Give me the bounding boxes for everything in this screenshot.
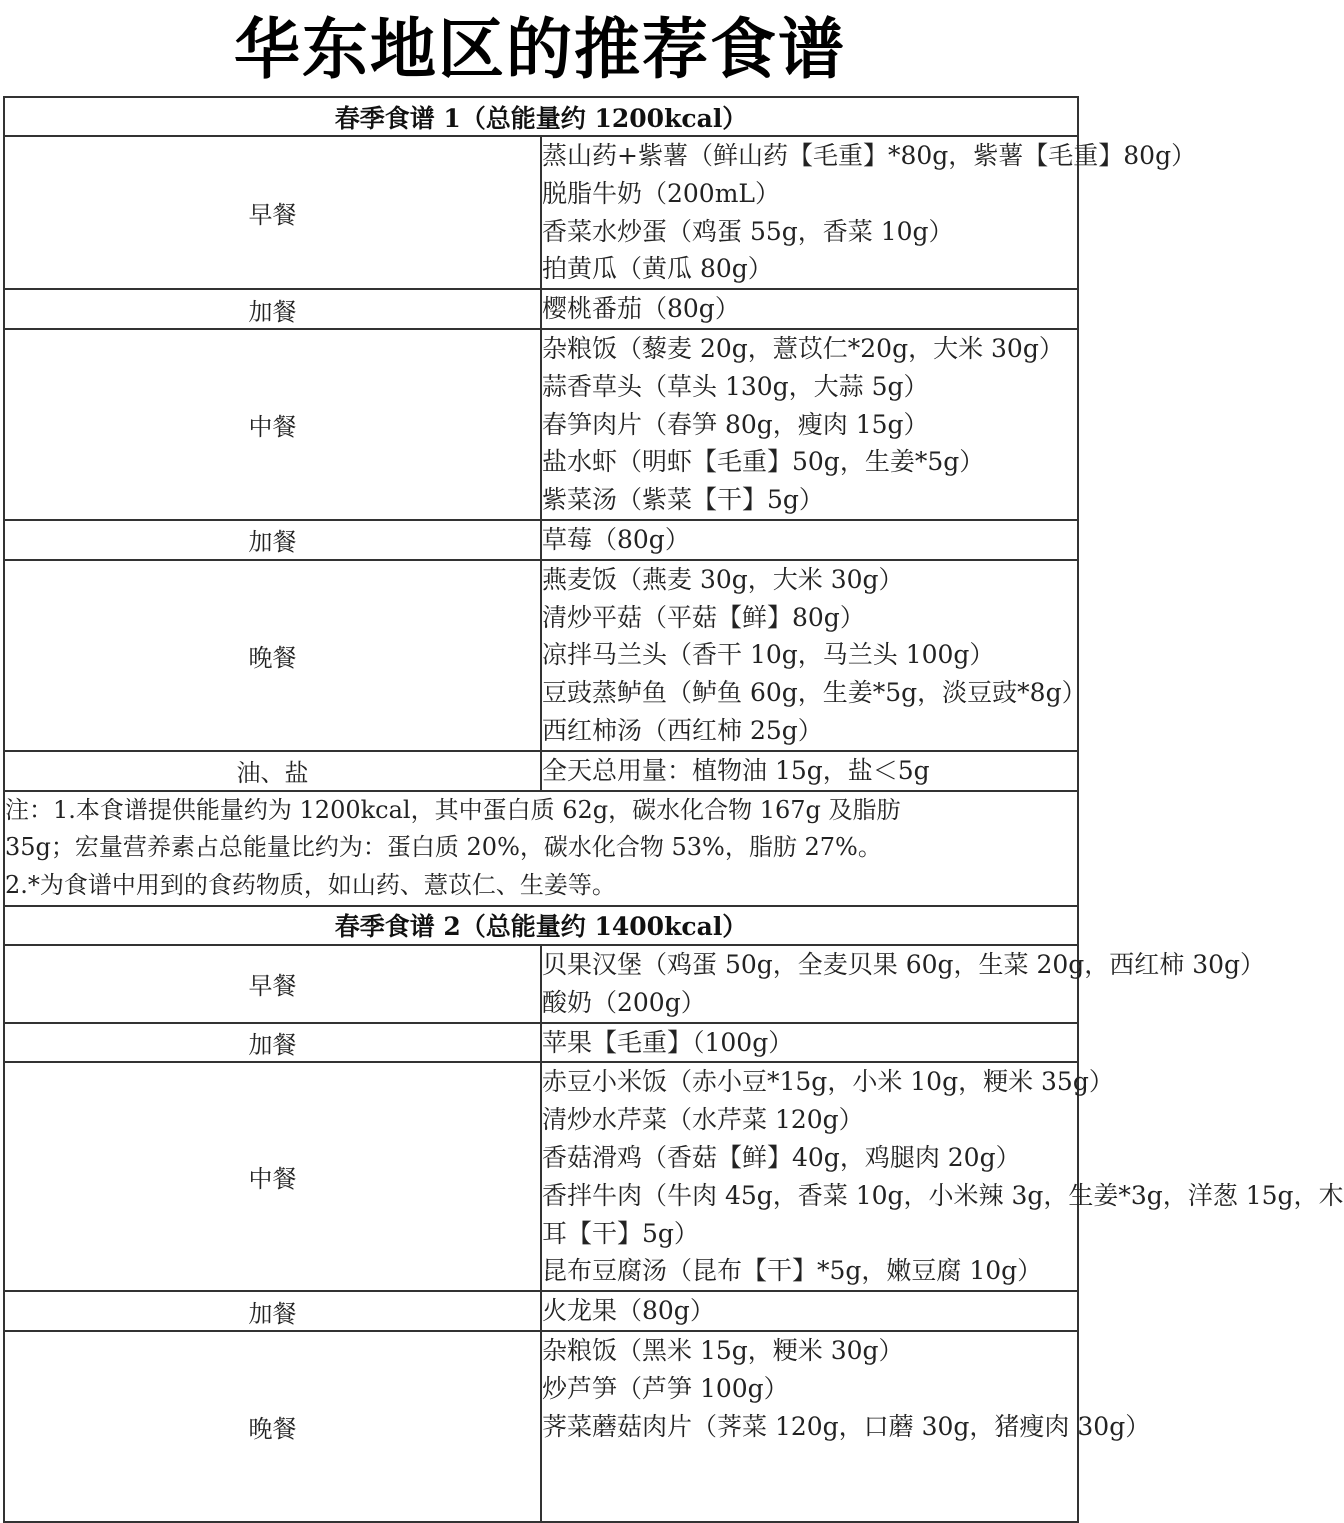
food-item: 清炒水芹菜（水芹菜 120g） [542,1105,864,1135]
meal-items [541,1062,1344,1291]
food-item: 蒜香草头（草头 130g，大蒜 5g） [542,371,929,401]
meal-items [541,560,1087,751]
notes-row [4,791,1078,906]
food-item: 赤豆小米饭（赤小豆*15g，小米 10g，粳米 35g） [542,1067,1114,1097]
note-line: 2.*为食谱中用到的食药物质，如山药、薏苡仁、生姜等。 [5,871,616,900]
food-item: 昆布豆腐汤（昆布【干】*5g，嫩豆腐 10g） [542,1256,1043,1286]
food-item: 西红柿汤（西红柿 25g） [542,715,823,745]
note-line: 注：1.本食谱提供能量约为 1200kcal，其中蛋白质 62g，碳水化合物 167g 及脂肪 [5,795,901,824]
food-item: 杂粮饭（黑米 15g，粳米 30g） [542,1335,904,1365]
meal-label: 中餐 [4,329,541,520]
meal-items [541,751,1078,791]
food-item: 春笋肉片（春笋 80g，瘦肉 15g） [542,409,929,439]
food-item: 火龙果（80g） [542,1296,715,1326]
meal-row [4,1291,1078,1331]
food-item: 清炒平菇（平菇【鲜】80g） [542,602,865,632]
food-item: 紫菜汤（紫菜【干】5g） [542,485,824,515]
food-item: 凉拌马兰头（香干 10g，马兰头 100g） [542,640,995,670]
menu-header-text: 春季食谱 1（总能量约 1200kcal） [4,97,1078,136]
meal-items [541,520,1078,560]
meal-row [4,1062,1078,1291]
food-item: 盐水虾（明虾【毛重】50g，生姜*5g） [542,447,985,477]
meal-label: 油、盐 [4,751,541,791]
meal-items [541,1023,1078,1063]
menu-header [4,906,1078,945]
menu-header [4,97,1078,136]
food-item: 全天总用量：植物油 15g，盐＜5g [542,755,930,785]
food-item: 拍黄瓜（黄瓜 80g） [542,254,773,284]
meal-row [4,1331,1078,1522]
food-item [542,1445,1077,1483]
meal-items [541,1331,1151,1522]
meal-row [4,751,1078,791]
notes [4,791,1078,906]
recipe-table [3,96,1344,1523]
food-item: 酸奶（200g） [542,987,706,1017]
page-title: 华东地区的推荐食谱 [234,11,846,88]
food-item: 草莓（80g） [542,524,690,554]
meal-row [4,560,1078,751]
meal-label: 加餐 [4,289,541,329]
meal-label: 加餐 [4,1291,541,1331]
food-item [542,1483,1077,1521]
note-line: 35g；宏量营养素占总能量比约为：蛋白质 20%，碳水化合物 53%，脂肪 27%。 [5,833,882,862]
food-item: 荠菜蘑菇肉片（荠菜 120g，口蘑 30g，猪瘦肉 30g） [542,1411,1151,1441]
meal-label: 加餐 [4,520,541,560]
meal-items [541,136,1197,289]
food-item: 耳【干】5g） [542,1218,699,1248]
meal-items [541,1291,1078,1331]
meal-label: 晚餐 [4,560,541,751]
food-item: 炒芦笋（芦笋 100g） [542,1373,789,1403]
food-item: 贝果汉堡（鸡蛋 50g，全麦贝果 60g，生菜 20g，西红柿 30g） [542,949,1266,979]
meal-row [4,329,1078,520]
menu-header-text: 春季食谱 2（总能量约 1400kcal） [4,906,1078,945]
meal-label: 中餐 [4,1062,541,1291]
food-item: 蒸山药+紫薯（鲜山药【毛重】*80g，紫薯【毛重】80g） [542,141,1197,170]
meal-items [541,945,1266,1023]
food-item: 香菇滑鸡（香菇【鲜】40g，鸡腿肉 20g） [542,1142,1021,1172]
meal-items [541,289,1078,329]
food-item: 香菜水炒蛋（鸡蛋 55g，香菜 10g） [542,216,954,246]
meal-label: 晚餐 [4,1331,541,1522]
food-item: 樱桃番茄（80g） [542,294,740,324]
meal-row [4,945,1078,1023]
food-item: 燕麦饭（燕麦 30g，大米 30g） [542,564,904,594]
food-item: 香拌牛肉（牛肉 45g，香菜 10g，小米辣 3g，生姜*3g，洋葱 15g，木 [542,1180,1344,1210]
meal-row [4,520,1078,560]
meal-label: 早餐 [4,945,541,1023]
meal-label: 加餐 [4,1023,541,1063]
meal-label: 早餐 [4,136,541,289]
meal-row [4,136,1078,289]
meal-items [541,329,1078,520]
food-item: 豆豉蒸鲈鱼（鲈鱼 60g，生姜*5g，淡豆豉*8g） [542,678,1087,708]
meal-row [4,1023,1078,1063]
meal-row [4,289,1078,329]
food-item: 脱脂牛奶（200mL） [542,178,781,208]
food-item: 杂粮饭（藜麦 20g，薏苡仁*20g，大米 30g） [542,333,1064,363]
food-item: 苹果【毛重】（100g） [542,1027,794,1057]
